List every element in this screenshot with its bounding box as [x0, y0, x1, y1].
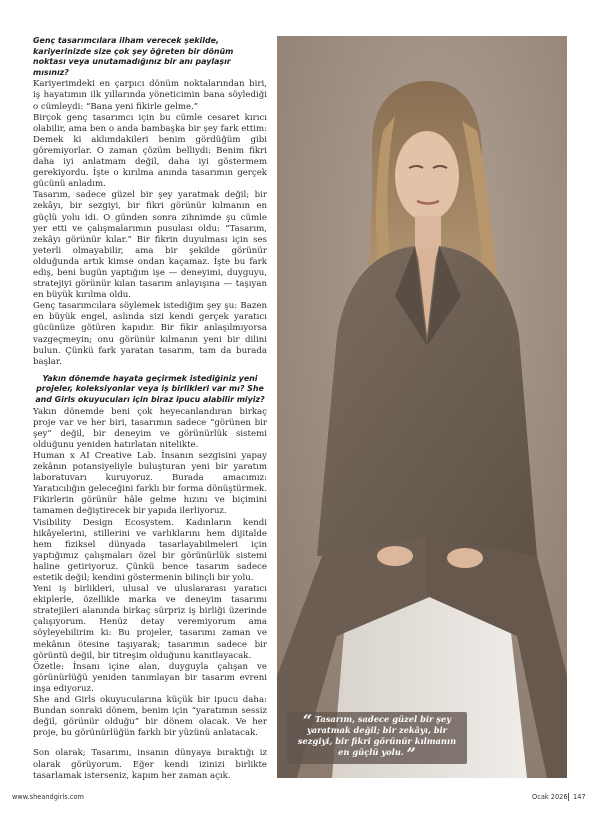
question-1: Genç tasarımcılara ilham verecek şekilde, kariyerinizde size çok şey öğreten bir dönüm noktası veya unutamadığınız bir anı paylaşır mısınız?	[33, 36, 234, 77]
footer-issue: Ocak 2026	[532, 793, 568, 801]
answer-1-paragraph: Birçok genç tasarımcı için bu cümle cesaret kırıcı olabilir, ama ben o anda bambaşka bir şey fark ettim: Demek ki aklımdakileri benim gördüğüm gibi göremiyorlar. O zaman çözüm belliydi: Benim fikri daha iyi anlatmam değil, daha iyi göstermem gerekiyordu. İşte o kırılma anında tasarımın gerçek gücünü anladım.	[33, 112, 267, 190]
answer-2-paragraph: Human x AI Creative Lab. İnsanın sezgisini yapay zekânın potansiyeliyle buluşturan yeni bir yaratım laboratuvarı kuruyoruz. Burada amacımız: Yaratıcılığın geleceğini farklı bir forma dönüştürmek. Fikirlerin görünür hâle gelme hızını ve biçimini tamamen değiştirecek bir yapıda ilerliyoruz.	[33, 450, 267, 517]
answer-2-paragraph: Özetle: İnsanı içine alan, duyguyla çalışan ve görünürlüğü yeniden tanımlayan bir tasarım evreni inşa ediyoruz.	[33, 661, 267, 694]
portrait-photo	[277, 36, 567, 778]
answer-2-paragraph: She and Girls okuyucularına küçük bir ipucu daha: Bundan sonraki dönem, benim için “yaratımın sessiz değil, görünür olduğu” bir dönem olacak. Ve her proje, bu görünürlüğün farklı bir yüzünü anlatacak.	[33, 695, 267, 739]
close-quote-mark: ”	[406, 744, 416, 763]
pull-quote-text: Tasarım, sadece güzel bir şey yaratmak değil; bir zekâyı, bir sezgiyi, bir fikri görünür kılmanın en güçlü yolu.	[297, 714, 457, 757]
question-2: Yakın dönemde hayata geçirmek istediğiniz yeni projeler, koleksiyonlar veya iş birlikleri var mı? She and Girls okuyucuları için biraz ipucu alabilir miyiz?	[35, 373, 265, 404]
article-column	[33, 36, 267, 782]
answer-1-paragraph: Genç tasarımcılara söylemek istediğim şey şu: Bazen en büyük engel, aslında sizi kendi gerçek yaratıcı gücünüze götüren kapıdır. Bir fikir anlaşılmıyorsa vazgeçmeyin; onu görünür kılmanın yeni bir dilini bulun. Çünkü fark yaratan tasarım, tam da burada başlar.	[33, 301, 267, 367]
answer-2-paragraph: Visibility Design Ecosystem. Kadınların kendi hikâyelerini, stillerini ve varlıklarını hem dijitalde hem fiziksel dünyada tasarlayabilmeleri için yaptığımız çalışmaları özel bir görünürlük sistemi haline getiriyoruz. Çünkü bence tasarım sadece estetik değil; kendini göstermenin bilinçli bir yolu.	[33, 517, 267, 583]
open-quote-mark: “	[302, 711, 313, 730]
answer-1-paragraph: Tasarım, sadece güzel bir şey yaratmak değil; bir zekâyı, bir sezgiyi, bir fikri görünür kılmanın en güçlü yolu idi. O günden sonra zihnimde şu cümle yer etti ve çalışmalarımın pusulası oldu: “Tasarım, zekâyı görünür kılar.” Bir fikrin duyulması için ses yeterli olmayabilir, ama bir şekilde görünür olduğunda artık kimse ondan kaçamaz. İşte bu fark ediş, beni bugün yaptığım işe — deneyimi, duyguyu, stratejiyi görünür kılan tasarım anlayışına — taşıyan en büyük kırılma oldu.	[33, 190, 267, 301]
answer-2-paragraph: Yakın dönemde beni çok heyecanlandıran birkaç proje var ve her biri, tasarımın sadece “görünen bir şey” değil, bir deneyim ve görünürlük sistemi olduğunu yeniden hatırlatan nitelikte.	[33, 406, 267, 450]
footer-website[interactable]: www.sheandgirls.com	[12, 793, 84, 801]
answer-2-paragraph: Yeni iş birlikleri, ulusal ve uluslararası yaratıcı ekiplerle, özellikle marka ve deneyim tasarımı stratejileri alanında birkaç sürpriz iş birliği üzerinde çalışıyorum. Henüz detay veremiyorum ama söyleyebilirim ki: Bu projeler, tasarımı zaman ve mekânın ötesine taşıyarak; tasarımın sadece bir görüntü değil, bir titreşim olduğunu kanıtlayacak.	[33, 584, 267, 661]
footer-page-number: 147	[573, 793, 586, 801]
answer-2-paragraph: Son olarak; Tasarımı, insanın dünyaya bıraktığı iz olarak görüyorum. Eğer kendi izinizi birlikte tasarlamak isterseniz, kapım her zaman açık.	[33, 748, 267, 781]
portrait-illustration	[277, 36, 567, 778]
answer-1-paragraph: Kariyerimdeki en çarpıcı dönüm noktalarından biri, iş hayatımın ilk yıllarında yöneticimin bana söylediği o cümleydi: “Bana yeni fikirle gelme.”	[33, 79, 267, 112]
pull-quote	[287, 712, 467, 764]
footer-divider	[568, 793, 569, 801]
